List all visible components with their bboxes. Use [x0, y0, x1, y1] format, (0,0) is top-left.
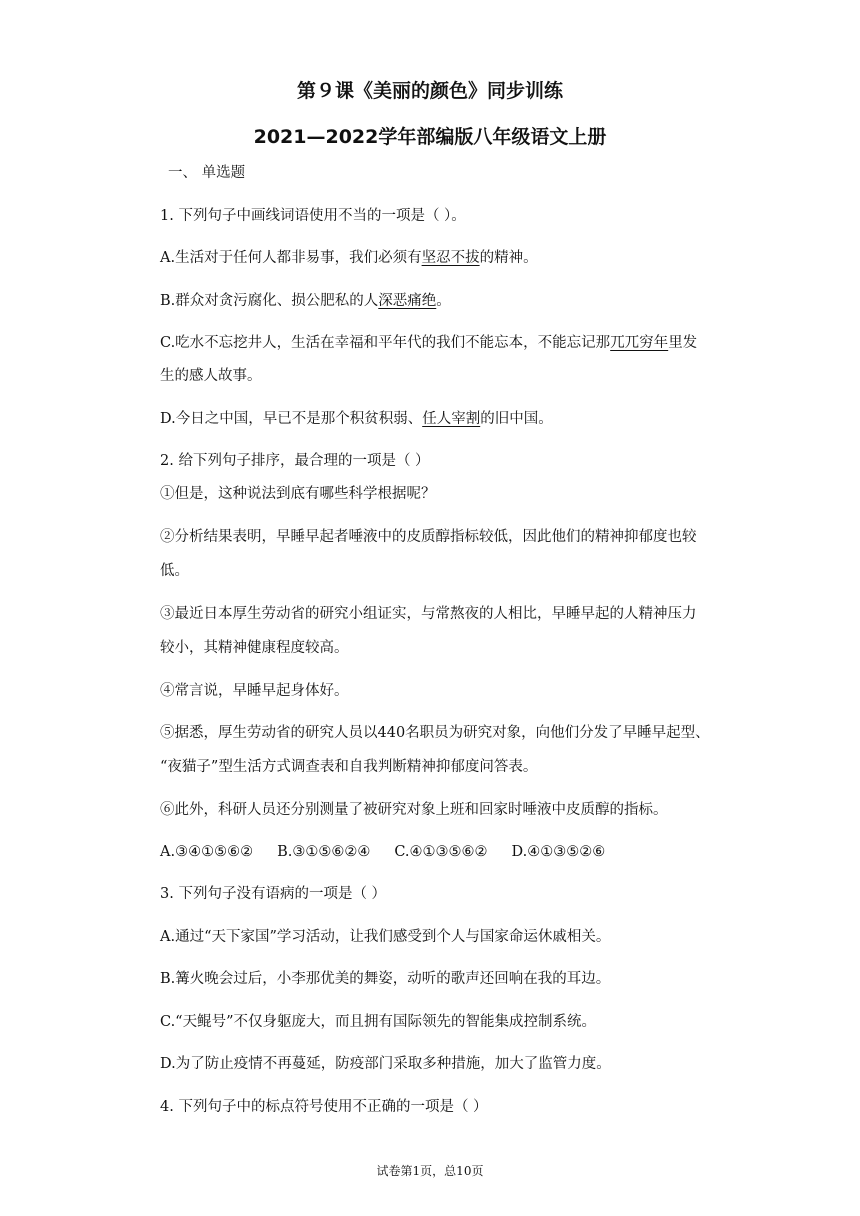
question-2-sentence-5-cont: “夜猫子”型生活方式调查表和自我判断精神抑郁度问答表。	[160, 759, 538, 775]
option-text: A.生活对于任何人都非易事，我们必须有	[160, 250, 422, 266]
question-1-stem: 1. 下列句子中画线词语使用不当的一项是（ ）。	[160, 208, 466, 224]
question-3-option-c: C.“天鲲号”不仅身躯庞大，而且拥有国际领先的智能集成控制系统。	[160, 1014, 597, 1030]
underlined-word: 任人宰割	[422, 411, 481, 427]
question-1-option-d	[160, 409, 553, 429]
question-2-stem: 2. 给下列句子排序，最合理的一项是（ ）	[160, 453, 430, 469]
option-text: 的精神。	[479, 250, 538, 266]
question-2-option-b: B.③①⑤⑥②④	[277, 844, 371, 860]
question-4-stem: 4. 下列句子中的标点符号使用不正确的一项是（ ）	[160, 1099, 488, 1115]
question-2-sentence-3-cont: 较小，其精神健康程度较高。	[160, 640, 349, 656]
question-1-option-c-cont: 生的感人故事。	[160, 368, 262, 384]
question-3-option-a: A.通过“天下家国”学习活动，让我们感受到个人与国家命运休戚相关。	[160, 929, 611, 945]
option-text: B.群众对贪污腐化、损公肥私的人	[160, 293, 379, 309]
question-3-stem: 3. 下列句子没有语病的一项是（ ）	[160, 886, 387, 902]
document-title-line2: 2021—2022学年部编版八年级语文上册	[253, 126, 607, 148]
page-footer: 试卷第1页，总10页	[376, 1164, 484, 1178]
underlined-word: 坚忍不拔	[421, 250, 480, 266]
question-2-options	[160, 842, 605, 862]
section-heading: 一、 单选题	[168, 165, 246, 181]
question-1-option-c	[160, 333, 697, 353]
question-2-sentence-2: ②分析结果表明，早睡早起者唾液中的皮质醇指标较低，因此他们的精神抑郁度也较	[160, 529, 697, 545]
document-title-line1: 第９课《美丽的颜色》同步训练	[296, 80, 563, 102]
question-2-sentence-4: ④常言说，早睡早起身体好。	[160, 683, 349, 699]
question-2-sentence-5: ⑤据悉，厚生劳动省的研究人员以440名职员为研究对象，向他们分发了早睡早起型、	[160, 725, 710, 741]
option-text: 里发	[668, 335, 698, 351]
option-text: D.今日之中国，早已不是那个积贫积弱、	[160, 411, 423, 427]
question-2-sentence-6: ⑥此外，科研人员还分别测量了被研究对象上班和回家时唾液中皮质醇的指标。	[160, 802, 668, 818]
option-text: 。	[436, 293, 451, 309]
question-3-option-b: B.篝火晚会过后，小李那优美的舞姿，动听的歌声还回响在我的耳边。	[160, 971, 611, 987]
question-2-sentence-3: ③最近日本厚生劳动省的研究小组证实，与常熬夜的人相比，早睡早起的人精神压力	[160, 606, 697, 622]
question-2-option-d: D.④①③⑤②⑥	[511, 844, 606, 860]
question-2-sentence-2-cont: 低。	[160, 563, 189, 579]
underlined-word: 深恶痛绝	[378, 293, 437, 309]
question-2-option-c: C.④①③⑤⑥②	[394, 844, 488, 860]
option-text: 的旧中国。	[480, 411, 553, 427]
question-2-option-a: A.③④①⑤⑥②	[160, 844, 254, 860]
question-1-option-b	[160, 291, 451, 311]
question-2-sentence-1: ①但是，这种说法到底有哪些科学根据呢？	[160, 486, 436, 502]
question-1-option-a	[160, 248, 538, 268]
option-text: C.吃水不忘挖井人，生活在幸福和平年代的我们不能忘本，不能忘记那	[160, 335, 611, 351]
underlined-word: 兀兀穷年	[610, 335, 669, 351]
question-3-option-d: D.为了防止疫情不再蔓延，防疫部门采取多种措施，加大了监管力度。	[160, 1056, 611, 1072]
